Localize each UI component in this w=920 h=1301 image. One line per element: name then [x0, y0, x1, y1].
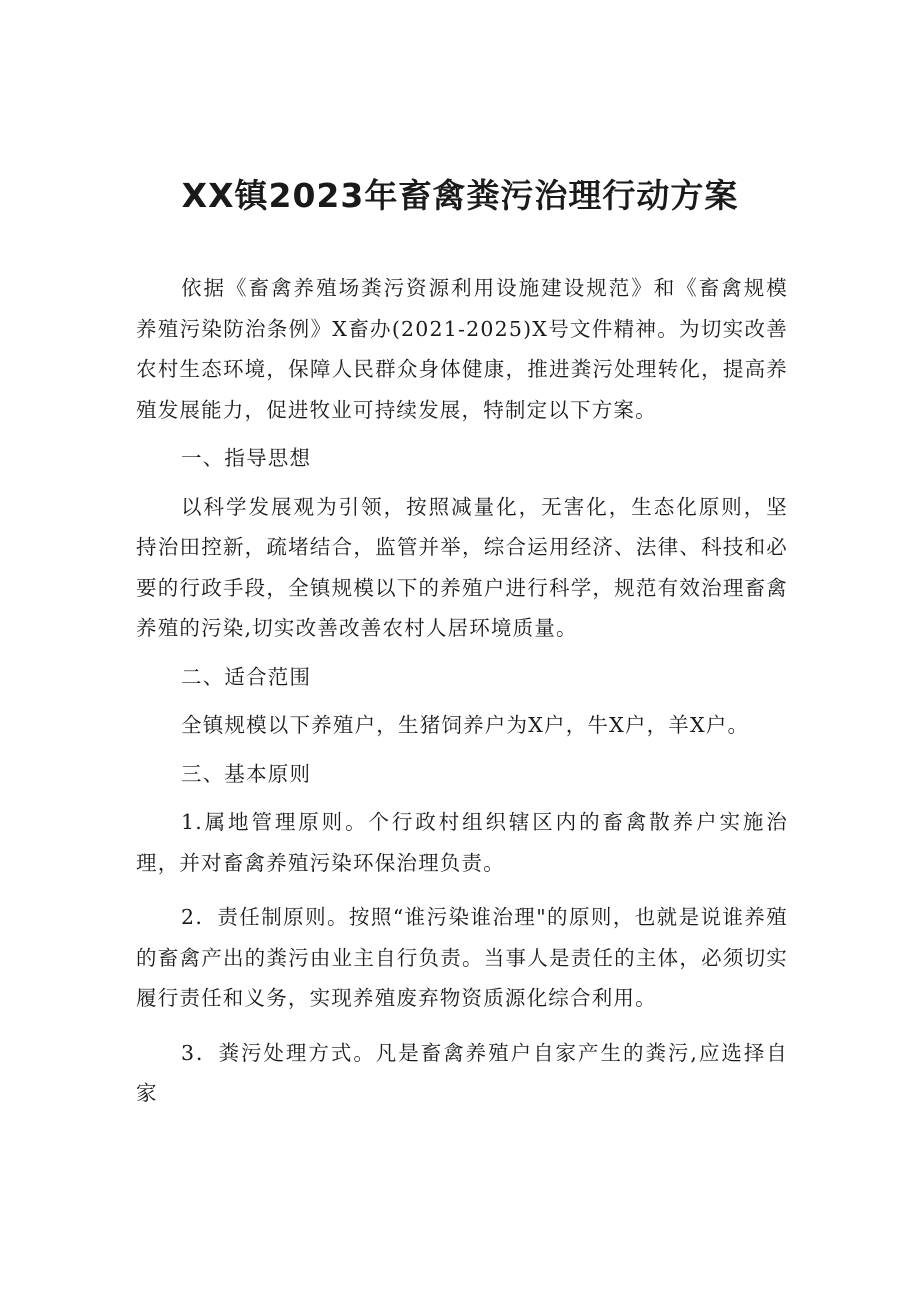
principle-3-paragraph: 3．粪污处理方式。凡是畜禽养殖户自家产生的粪污,应选择自家 — [136, 1040, 788, 1105]
section-heading-scope: 二、适合范围 — [181, 664, 312, 689]
section-heading-guiding-ideology: 一、指导思想 — [181, 446, 312, 470]
document-body — [136, 268, 788, 1114]
section-heading-basic-principles: 三、基本原则 — [181, 761, 312, 786]
scope-paragraph: 全镇规模以下养殖户，生猪饲养户为X户，牛X户，羊X户。 — [181, 713, 750, 737]
principle-2-paragraph: 2．责任制原则。按照“谁污染谁治理"的原则，也就是说谁养殖的畜禽产出的粪污由业主自行负责。当事人是责任的主体，必须切实履行责任和义务，实现养殖废弃物资质源化综合利用。 — [136, 905, 788, 1010]
intro-paragraph: 依据《畜禽养殖场粪污资源利用设施建设规范》和《畜禽规模养殖污染防治条例》X畜办(2021-2025)X号文件精神。为切实改善农村生态环境，保障人民群众身体健康，推进粪污处理转化，提高养殖发展能力，促进牧业可持续发展，特制定以下方案。 — [136, 276, 788, 422]
document-title: XX镇2023年畜禽粪污治理行动方案 — [181, 176, 739, 215]
guiding-ideology-paragraph: 以科学发展观为引领，按照减量化，无害化，生态化原则，坚持治田控新，疏堵结合，监管并举，综合运用经济、法律、科技和必要的行政手段，全镇规模以下的养殖户进行科学，规范有效治理畜禽养殖的污染,切实改善改善农村人居环境质量。 — [136, 494, 788, 640]
principle-1-paragraph: 1.属地管理原则。个行政村组织辖区内的畜禽散养户实施治理，并对畜禽养殖污染环保治理负责。 — [136, 810, 788, 875]
